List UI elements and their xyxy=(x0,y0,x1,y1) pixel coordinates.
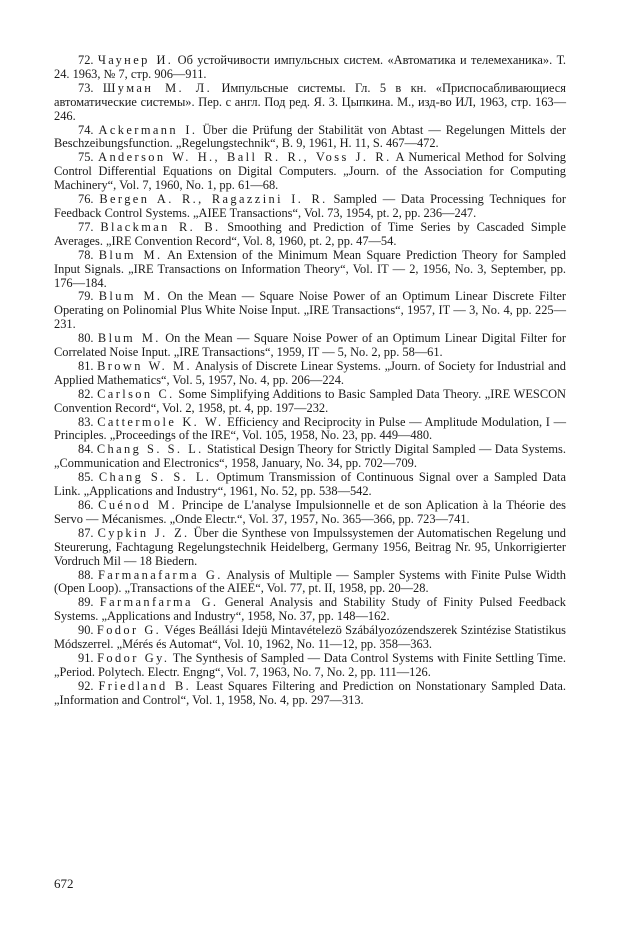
reference-number: 85. xyxy=(78,470,94,485)
reference-text: Об устойчивости импульсных систем. «Автоматика и телемеханика». Т. 24. 1963, № 7, стр. 906—911. xyxy=(54,53,566,81)
reference-text: A Numerical Method for Solving Control Differential Equations on Digital Computers. „Journ. of the Association for Computing Machinery“, Vol. 7, 1960, No. 1, pp. 61—68. xyxy=(54,150,566,193)
reference-number: 90. xyxy=(78,623,94,638)
reference-number: 78. xyxy=(78,247,94,262)
reference-entry xyxy=(54,332,566,360)
reference-entry xyxy=(54,652,566,680)
reference-entry xyxy=(54,527,566,569)
reference-text: The Synthesis of Sampled — Data Control Systems with Finite Settling Time. „Period. Polytech. Electr. Engng“, Vol. 7, 1963, No. 7, No. 2, pp. 111—126. xyxy=(54,650,566,679)
reference-number: 83. xyxy=(78,414,94,429)
reference-number: 79. xyxy=(78,289,94,304)
reference-text: Smoothing and Prediction of Time Series by Cascaded Simple Averages. „IRE Convention Record“, Vol. 8, 1960, pt. 2, pp. 47—54. xyxy=(54,219,566,248)
reference-entry xyxy=(54,193,566,221)
reference-entry xyxy=(54,54,566,82)
reference-list xyxy=(54,54,566,708)
reference-entry xyxy=(54,499,566,527)
reference-text: Импульсные системы. Гл. 5 в кн. «Приспосабливающиеся автоматические системы». Пер. с англ. Под ред. Я. З. Цыпкина. М., изд-во ИЛ, 1963, стр. 163—246. xyxy=(54,80,566,123)
reference-author: Chang S. S. L. xyxy=(98,470,212,485)
reference-text: On the Mean — Square Noise Power of an Optimum Linear Discrete Filter Operating on Polinomial Plus White Noise Input. „IRE Transactions“, 1957, IT — 3, No. 4, pp. 225—231. xyxy=(54,289,566,332)
reference-number: 91. xyxy=(78,650,94,665)
reference-entry xyxy=(54,151,566,193)
reference-text: Analysis of Discrete Linear Systems. „Journ. of Society for Industrial and Applied Mathematics“, Vol. 5, 1957, No. 4, pp. 206—224. xyxy=(54,358,567,387)
reference-number: 88. xyxy=(78,567,94,582)
reference-entry xyxy=(54,388,566,416)
reference-number: 92. xyxy=(78,678,94,693)
reference-number: 89. xyxy=(78,595,94,610)
reference-entry xyxy=(54,569,566,597)
reference-author: Fodor Gy. xyxy=(97,650,170,665)
reference-text: Sampled — Data Processing Techniques for Feedback Control Systems. „AIEE Transactions“, Vol. 73, 1954, pt. 2, pp. 236—247. xyxy=(54,192,566,220)
reference-text: Véges Beállási Idejü Mintavételezö Szábályozózendszerek Szintézise Statistikus Módszerrel. „Mérés és Automat“, Vol. 10, 1962, No. 11—12, pp. 358—363. xyxy=(54,623,566,652)
reference-author: Ackermann I. xyxy=(98,122,198,137)
reference-author: Fodor G. xyxy=(96,623,162,638)
reference-entry xyxy=(54,82,566,124)
reference-entry xyxy=(54,221,566,249)
reference-author: Cattermole K. W. xyxy=(97,414,224,429)
reference-entry xyxy=(54,360,566,388)
reference-text: An Extension of the Minimum Mean Square Prediction Theory for Sampled Input Signals. „IRE Transactions on Information Theory“, Vol. IT — 2, 1956, No. 3, September, pp. 176—184. xyxy=(54,247,567,290)
reference-entry xyxy=(54,124,566,152)
reference-entry xyxy=(54,680,566,708)
reference-author: Blum M. xyxy=(98,289,163,304)
reference-text: Über die Prüfung der Stabilität von Abtast — Regelungen Mittels der Beschzeibungsfunction. „Regelungstechnik“, B. 9, 1961, H. 11, S. 467—472. xyxy=(54,122,566,151)
reference-number: 76. xyxy=(78,192,94,207)
reference-entry xyxy=(54,624,566,652)
reference-text: On the Mean — Square Noise Power of an Optimum Linear Digital Filter for Correlated Noise Input. „IRE Transactions“, 1959, IT — 5, No. 2, pp. 58—61. xyxy=(54,331,566,360)
reference-text: Optimum Transmission of Continuous Signal over a Sampled Data Link. „Applications and Industry“, 1961, No. 52, pp. 538—542. xyxy=(54,470,567,499)
reference-author: Чаунер И. xyxy=(97,53,174,67)
reference-number: 82. xyxy=(78,386,94,401)
reference-number: 73. xyxy=(78,80,94,95)
reference-author: Brown W. M. xyxy=(97,358,192,373)
page-number: 672 xyxy=(54,876,74,891)
reference-author: Friedland B. xyxy=(98,678,192,693)
reference-author: Chang S. S. L. xyxy=(96,442,204,457)
reference-author: Blum M. xyxy=(97,331,161,346)
reference-text: Analysis of Multiple — Sampler Systems with Finite Pulse Width (Open Loop). „Transactions of the AIEE“, Vol. 77, pt. II, 1958, pp. 20—28. xyxy=(54,567,566,596)
reference-author: Cuénod M. xyxy=(98,498,178,512)
reference-author: Blackman R. B. xyxy=(100,219,221,234)
reference-number: 74. xyxy=(78,122,94,137)
reference-text: Some Simplifying Additions to Basic Sampled Data Theory. „IRE WESCON Convention Record“, Vol. 2, 1958, pt. 4, pp. 197—232. xyxy=(54,386,566,415)
reference-author: Cypkin J. Z. xyxy=(97,525,190,540)
reference-text: Least Squares Filtering and Prediction on Nonstationary Sampled Data. „Information and Control“, Vol. 1, 1958, No. 4, pp. 297—313. xyxy=(54,678,566,707)
reference-number: 84. xyxy=(78,442,94,457)
reference-entry xyxy=(54,443,566,471)
reference-number: 80. xyxy=(78,331,94,346)
reference-author: Шуман М. Л. xyxy=(102,80,213,95)
reference-entry xyxy=(54,596,566,624)
reference-author: Farmanafarma G. xyxy=(97,567,223,582)
reference-text: Statistical Design Theory for Strictly Digital Sampled — Data Systems. „Communication and Electronics“, 1958, January, No. 34, pp. 702—709. xyxy=(54,442,566,471)
reference-author: Anderson W. H., Ball R. R., Voss J. R. xyxy=(98,150,392,165)
reference-entry xyxy=(54,471,566,499)
reference-author: Carlson C. xyxy=(97,386,175,401)
reference-entry xyxy=(54,290,566,332)
reference-author: Farmanfarma G. xyxy=(99,595,219,610)
reference-author: Blum M. xyxy=(98,247,163,262)
reference-number: 77. xyxy=(78,219,94,234)
reference-text: Über die Synthese von Impulssystemen der Automatischen Regelung und Steurerung, Fachtagung Regelungstechnik Heidelberg, Germany 1956, Beitrag Nr. 95, Unkorrigierter Vordruch Mil — 18 Biedern. xyxy=(54,525,566,568)
reference-number: 72. xyxy=(78,53,94,67)
reference-text: General Analysis and Stability Study of Finity Pulsed Feedback Systems. „Applications and Industry“, 1958, No. 37, pp. 148—162. xyxy=(54,595,566,624)
reference-text: Principe de L'analyse Impulsionnelle et de son Aplication à la Théorie des Servo — Mécanismes. „Onde Electr.“, Vol. 37, 1957, No. 365—366, pp. 723—741. xyxy=(54,498,566,526)
reference-number: 75. xyxy=(78,150,94,165)
reference-entry xyxy=(54,249,566,291)
reference-number: 81. xyxy=(78,358,94,373)
reference-number: 86. xyxy=(78,498,94,512)
reference-text: Efficiency and Reciprocity in Pulse — Amplitude Modulation, I — Principles. „Proceedings of the IRE“, Vol. 105, 1958, No. 23, pp. 449—480. xyxy=(54,414,566,443)
reference-number: 87. xyxy=(78,525,94,540)
reference-author: Bergen A. R., Ragazzini I. R. xyxy=(99,192,328,207)
reference-entry xyxy=(54,416,566,444)
